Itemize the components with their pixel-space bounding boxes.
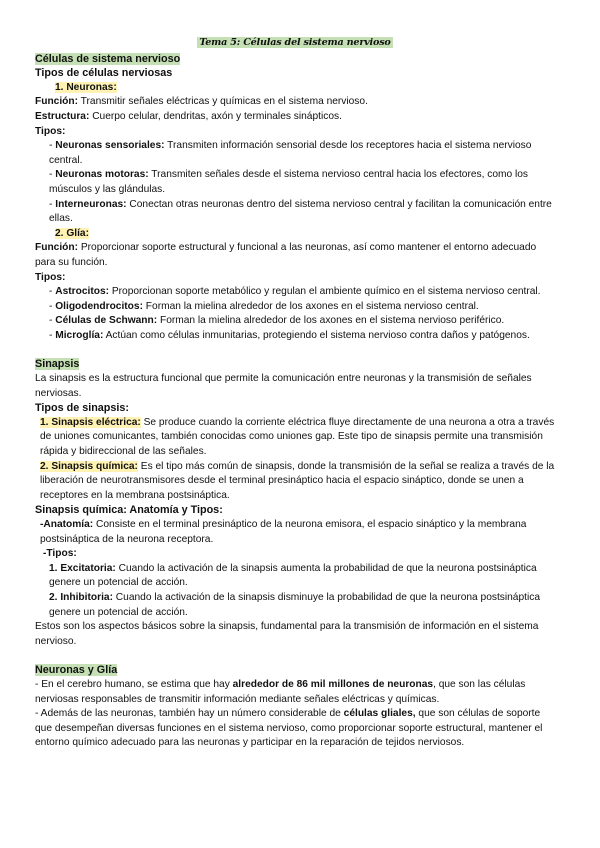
inhibitoria-item: 2. Inhibitoria: Cuando la activación de la sinapsis disminuye la probabilidad de que la neurona postsináptica genere un potencial de acción. <box>49 591 540 618</box>
sinapsis-intro: La sinapsis es la estructura funcional que permite la comunicación entre neuronas y la transmisión de señales nerviosas. <box>35 373 532 399</box>
neuronas-glia-p1: - En el cerebro humano, se estima que hay alrededor de 86 mil millones de neuronas, que son las células nerviosas responsables de transmitir información mediante señales eléctricas y químicas. <box>35 678 526 705</box>
item-neuronas-label: 1. Neuronas: <box>55 81 117 93</box>
document-title: Tema 5: Células del sistema nervioso <box>199 37 391 48</box>
tipos-label: -Tipos: <box>43 548 77 560</box>
neuronas-estructura: Estructura: Cuerpo celular, dendritas, axón y terminales sinápticos. <box>35 110 342 122</box>
spacer <box>35 343 555 357</box>
sinapsis-closing: Estos son los aspectos básicos sobre la sinapsis, fundamental para la transmisión de información en el sistema nervioso. <box>35 621 539 647</box>
neuronas-tipo-item: - Interneuronas: Conectan otras neuronas dentro del sistema nervioso central y facilitan la comunicación entre ellas. <box>49 198 552 225</box>
sinapsis-quimica-heading: Sinapsis química: Anatomía y Tipos: <box>35 504 223 517</box>
glia-tipo-item: - Astrocitos: Proporcionan soporte metabólico y regulan el ambiente químico en el sistema nervioso central. <box>49 286 541 298</box>
neuronas-glia-p2: - Además de las neuronas, también hay un número considerable de células gliales, que son células de soporte que desempeñan diversas funciones en el sistema nervioso, como proporcionar soporte estructural, mantener el entorno químico adecuado para las neuronas y participar en la reparación de tejidos nerviosos. <box>35 708 543 749</box>
glia-funcion: Función: Proporcionar soporte estructural y funcional a las neuronas, así como mantener el entorno adecuado para su función. <box>35 242 537 268</box>
neuronas-tipo-item: - Neuronas motoras: Transmiten señales desde el sistema nervioso central hacia los efectores, como los músculos y las glándulas. <box>49 169 529 195</box>
glia-tipo-item: - Microglía: Actúan como células inmunitarias, protegiendo el sistema nervioso contra daños y patógenos. <box>49 329 530 341</box>
glia-tipo-item: - Oligodendrocitos: Forman la mielina alrededor de los axones en el sistema nervioso central. <box>49 300 479 312</box>
neuronas-tipo-item: - Neuronas sensoriales: Transmiten información sensorial desde los receptores hacia el sistema nervioso central. <box>49 140 532 166</box>
anatomia-item: -Anatomía: Consiste en el terminal presináptico de la neurona emisora, el espacio sináptico y la membrana postsináptica de la neurona receptora. <box>40 519 527 545</box>
subheading-tipos-celulas: Tipos de células nerviosas <box>35 67 173 80</box>
glia-tipos-label: Tipos: <box>35 271 66 283</box>
document-page <box>35 36 555 751</box>
spacer <box>35 649 555 663</box>
glia-tipo-item: - Células de Schwann: Forman la mielina alrededor de los axones en el sistema nervioso periférico. <box>49 315 505 327</box>
tipos-sinapsis-heading: Tipos de sinapsis: <box>35 402 129 415</box>
item-glia-label: 2. Glía: <box>55 227 89 239</box>
section-heading-neuronas-glia: Neuronas y Glía <box>35 664 118 677</box>
neuronas-funcion: Función: Transmitir señales eléctricas y químicas en el sistema nervioso. <box>35 96 368 108</box>
sinapsis-quimica: 2. Sinapsis química: Es el tipo más común de sinapsis, donde la transmisión de la señal se realiza a través de la liberación de neurotransmisores desde el terminal presináptico hacia el espacio sináptico, donde se unen a receptores en la membrana postsináptica. <box>40 460 555 501</box>
section-heading-celulas: Células de sistema nervioso <box>35 52 181 65</box>
neuronas-tipos-label: Tipos: <box>35 125 66 137</box>
excitatoria-item: 1. Excitatoria: Cuando la activación de la sinapsis aumenta la probabilidad de que la neurona postsináptica genere un potencial de acción. <box>49 562 537 589</box>
sinapsis-electrica: 1. Sinapsis eléctrica: Se produce cuando la corriente eléctrica fluye directamente de una neurona a otra a través de uniones comunicantes, también conocidas como uniones gap. Este tipo de sinapsis permite una transmisión rápida y bidireccional de las señales. <box>40 416 555 458</box>
section-heading-sinapsis: Sinapsis <box>35 358 80 371</box>
